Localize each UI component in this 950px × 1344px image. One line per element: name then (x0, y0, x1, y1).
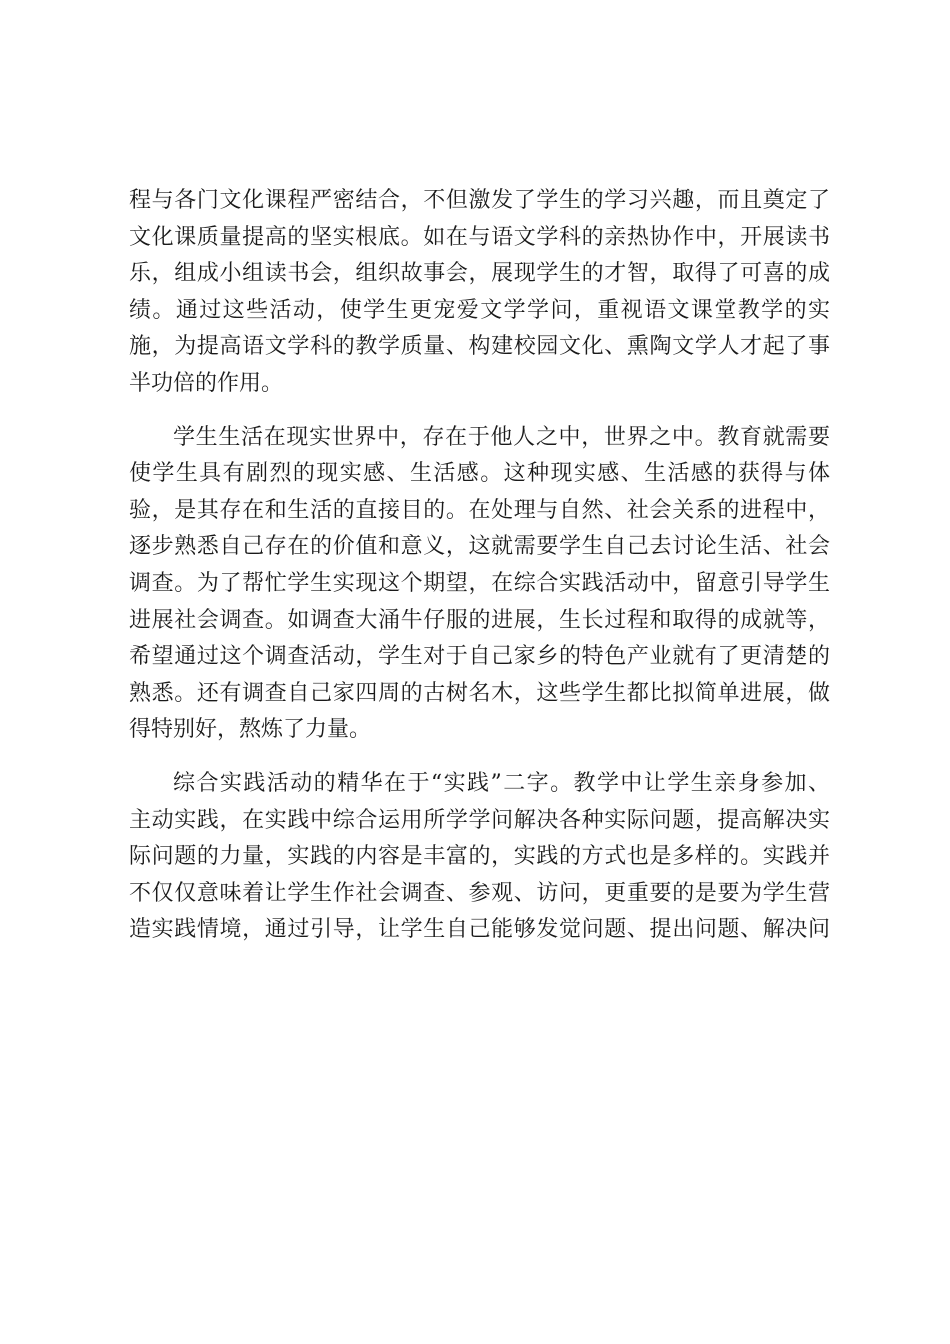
text-line: 验，是其存在和生活的直接目的。在处理与自然、社会关系的进程中， (129, 497, 830, 523)
text-line: 得特别好，熬炼了力量。 (129, 717, 372, 743)
text-line: 绩。通过这些活动，使学生更宠爱文学学问，重视语文课堂教学的实 (129, 297, 830, 323)
text-line: 文化课质量提高的坚实根底。如在与语文学科的亲热协作中，开展读书 (129, 224, 830, 250)
text-line: 乐，组成小组读书会，组织故事会，展现学生的才智，取得了可喜的成 (129, 261, 830, 287)
paragraph-2 (129, 420, 830, 749)
document-body (129, 183, 830, 949)
text-line: 半功倍的作用。 (129, 370, 284, 396)
text-line: 施，为提高语文学科的教学质量、构建校园文化、熏陶文学人才起了事 (129, 334, 830, 360)
text-line: 逐步熟悉自己存在的价值和意义，这就需要学生自己去讨论生活、社会 (129, 534, 830, 560)
text-line: 使学生具有剧烈的现实感、生活感。这种现实感、生活感的获得与体 (129, 461, 830, 487)
text-line: 进展社会调查。如调查大涌牛仔服的进展，生长过程和取得的成就等， (129, 607, 830, 633)
text-line: 主动实践，在实践中综合运用所学学问解决各种实际问题，提高解决实 (129, 807, 830, 833)
text-line: 熟悉。还有调查自己家四周的古树名木，这些学生都比拟简单进展，做 (129, 680, 830, 706)
text-line: 综合实践活动的精华在于“实践”二字。教学中让学生亲身参加、 (173, 770, 830, 796)
text-line: 调查。为了帮忙学生实现这个期望，在综合实践活动中，留意引导学生 (129, 570, 830, 596)
text-line: 学生生活在现实世界中，存在于他人之中，世界之中。教育就需要 (173, 424, 830, 450)
text-line: 不仅仅意味着让学生作社会调查、参观、访问，更重要的是要为学生营 (129, 880, 830, 906)
paragraph-3 (129, 766, 830, 949)
text-line: 造实践情境，通过引导，让学生自己能够发觉问题、提出问题、解决问 (129, 917, 830, 943)
text-line: 际问题的力量，实践的内容是丰富的，实践的方式也是多样的。实践并 (129, 844, 830, 870)
text-line: 程与各门文化课程严密结合，不但激发了学生的学习兴趣，而且奠定了 (129, 188, 830, 213)
paragraph-1 (129, 183, 830, 403)
text-line: 希望通过这个调查活动，学生对于自己家乡的特色产业就有了更清楚的 (129, 644, 830, 670)
